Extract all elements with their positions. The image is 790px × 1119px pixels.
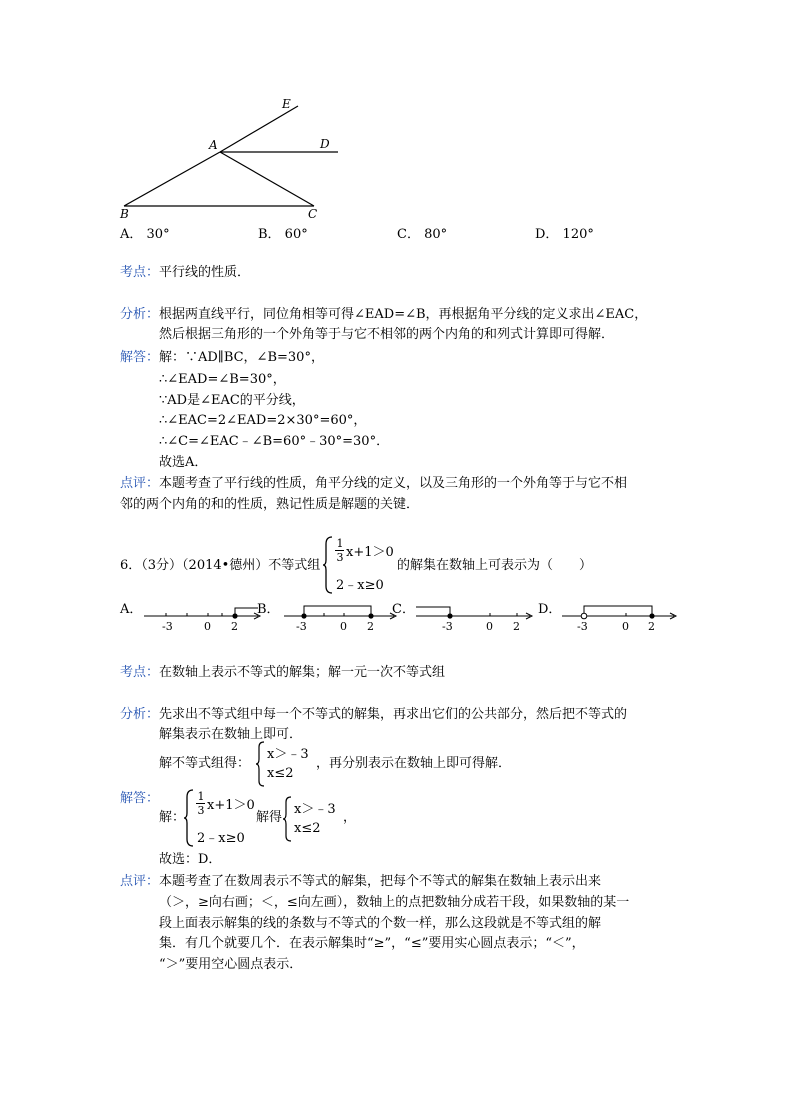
- q5-jieda-line4: ∴∠EAC=2∠EAD=2×30°=60°，: [159, 413, 367, 428]
- tick-neg3: -3: [442, 620, 453, 633]
- q6-fenxi-line3-suffix: ，再分别表示在数轴上即可得解．: [316, 756, 512, 771]
- q6-jieda-prefix: 解：: [159, 810, 186, 825]
- ineq1-num: 1: [336, 537, 344, 550]
- tick-2: 2: [367, 620, 374, 633]
- q6-option-c: C．: [392, 602, 415, 617]
- q6-fenxi-line2: 解集表示在数轴上即可．: [159, 727, 303, 742]
- q5-jieda-line3: ∵AD是∠EAC的平分线，: [159, 393, 305, 408]
- q6-dianping-line5: “＞”要用空心圆点表示．: [159, 957, 303, 972]
- tick-0: 0: [486, 620, 493, 633]
- q6-jieda-last: 故选：D．: [159, 852, 222, 867]
- label-a: A: [209, 138, 218, 152]
- q6-jieda-label: 解答：: [120, 791, 160, 806]
- q6-jieda-system: [184, 789, 259, 847]
- q5-dianping-label: 点评：: [120, 476, 160, 491]
- tick-2: 2: [648, 620, 655, 633]
- solid-dot: [447, 613, 452, 618]
- brace-icon: [283, 796, 292, 842]
- label-d: D: [320, 137, 330, 151]
- q6-jieda-solution-system: [283, 796, 343, 842]
- number-line-d: [560, 602, 682, 634]
- q6-dianping-line3: 段上面表示解集的线的条数与不等式的个数一样，那么这段就是不等式组的解: [159, 916, 602, 931]
- q6-fenxi-line3-prefix: 解不等式组得：: [159, 756, 251, 771]
- hollow-dot: [581, 613, 587, 619]
- tick-0: 0: [622, 620, 629, 633]
- q5-fenxi-line2: 然后根据三角形的一个外角等于与它不相邻的两个内角的和列式计算即可得解．: [159, 327, 615, 342]
- q5-jieda-line1: 解：∵AD∥BC，∠B=30°，: [159, 350, 324, 365]
- q5-option-a: A． 30°: [120, 227, 170, 242]
- q6-dianping-label: 点评：: [120, 874, 160, 889]
- q6-option-a: A．: [120, 602, 143, 617]
- q5-fenxi-line1: 根据两直线平行，同位角相等可得∠EAD=∠B，再根据角平分线的定义求出∠EAC，: [159, 307, 648, 322]
- ineq1-rest: x+1＞0: [346, 545, 394, 560]
- line-ab: [124, 152, 220, 206]
- sol1: x＞﹣3: [267, 747, 309, 762]
- q5-dianping-line1: 本题考查了平行线的性质，角平分线的定义，以及三角形的一个外角等于与它不相: [159, 476, 628, 491]
- label-c: C: [308, 207, 318, 221]
- q6-kaodian-label: 考点：: [120, 665, 160, 680]
- ineq1-num: 1: [197, 790, 205, 803]
- label-e: E: [282, 97, 291, 111]
- ineq2: 2﹣x≥0: [336, 578, 384, 593]
- q6-jieda-mid: 解得: [256, 810, 283, 825]
- q6-fenxi-line1: 先求出不等式组中每一个不等式的解集，再求出它们的公共部分，然后把不等式的: [159, 707, 628, 722]
- solid-dot: [232, 613, 237, 618]
- q6-dianping-line1: 本题考查了在数周表示不等式的解集，把每个不等式的解集在数轴上表示出来: [159, 874, 602, 889]
- q5-jieda-line6: 故选A．: [159, 455, 208, 470]
- q6-inequality-system: [323, 536, 398, 594]
- ineq1-rest: x+1＞0: [207, 798, 255, 813]
- tick-neg3: -3: [577, 620, 588, 633]
- tick-neg3: -3: [296, 620, 307, 633]
- sol2: x≤2: [294, 821, 321, 836]
- tick-2: 2: [231, 620, 238, 633]
- q6-option-d: D．: [538, 602, 562, 617]
- q6-kaodian-text: 在数轴上表示不等式的解集；解一元一次不等式组: [159, 665, 446, 680]
- ineq1-den: 3: [336, 551, 344, 564]
- q6-stem-prefix: 6．（3分）（2014•德州）不等式组: [120, 558, 321, 573]
- q6-fenxi-solution-system: [256, 741, 316, 787]
- q5-jieda-label: 解答：: [120, 350, 160, 365]
- q5-option-b: B． 60°: [258, 227, 308, 242]
- brace-icon: [184, 789, 194, 847]
- q6-dianping-line2: （＞，≥向右画；＜，≤向左画），数轴上的点把数轴分成若干段，如果数轴的某一: [159, 895, 630, 910]
- tick-2: 2: [513, 620, 520, 633]
- q5-option-c: C． 80°: [397, 227, 448, 242]
- ineq2: 2﹣x≥0: [197, 831, 245, 846]
- tick-0: 0: [340, 620, 347, 633]
- number-line-b: [282, 602, 404, 634]
- q6-option-b: B．: [257, 602, 280, 617]
- line-ae: [220, 106, 298, 152]
- q6-fenxi-label: 分析：: [120, 707, 160, 722]
- number-line-c: [414, 602, 536, 634]
- tick-neg3: -3: [162, 620, 173, 633]
- solid-dot: [301, 613, 306, 618]
- q6-jieda-suffix: ，: [343, 810, 357, 825]
- q5-kaodian-label: 考点：: [120, 265, 160, 280]
- sol2: x≤2: [267, 766, 294, 781]
- q6-dianping-line4: 集．有几个就要几个．在表示解集时“≥”，“≤”要用实心圆点表示；“＜”，: [159, 936, 585, 951]
- ineq1-den: 3: [197, 804, 205, 817]
- q5-fenxi-label: 分析：: [120, 307, 160, 322]
- solid-dot: [649, 613, 654, 618]
- q5-dianping-line2: 邻的两个内角的和的性质，熟记性质是解题的关键．: [120, 497, 420, 512]
- q5-option-d: D． 120°: [535, 227, 594, 242]
- q6-stem-suffix: 的解集在数轴上可表示为（ ）: [397, 558, 593, 573]
- q5-kaodian-text: 平行线的性质．: [159, 265, 251, 280]
- number-line-a: [142, 602, 264, 634]
- label-b: B: [120, 207, 129, 221]
- q5-jieda-line5: ∴∠C=∠EAC﹣∠B=60°﹣30°=30°．: [159, 434, 390, 449]
- brace-icon: [256, 741, 265, 787]
- brace-icon: [323, 536, 333, 594]
- sol1: x＞﹣3: [294, 802, 336, 817]
- tick-0: 0: [204, 620, 211, 633]
- geometry-figure: [110, 90, 350, 230]
- solid-dot: [368, 613, 373, 618]
- q5-jieda-line2: ∴∠EAD=∠B=30°，: [159, 372, 286, 387]
- line-ac: [220, 152, 314, 206]
